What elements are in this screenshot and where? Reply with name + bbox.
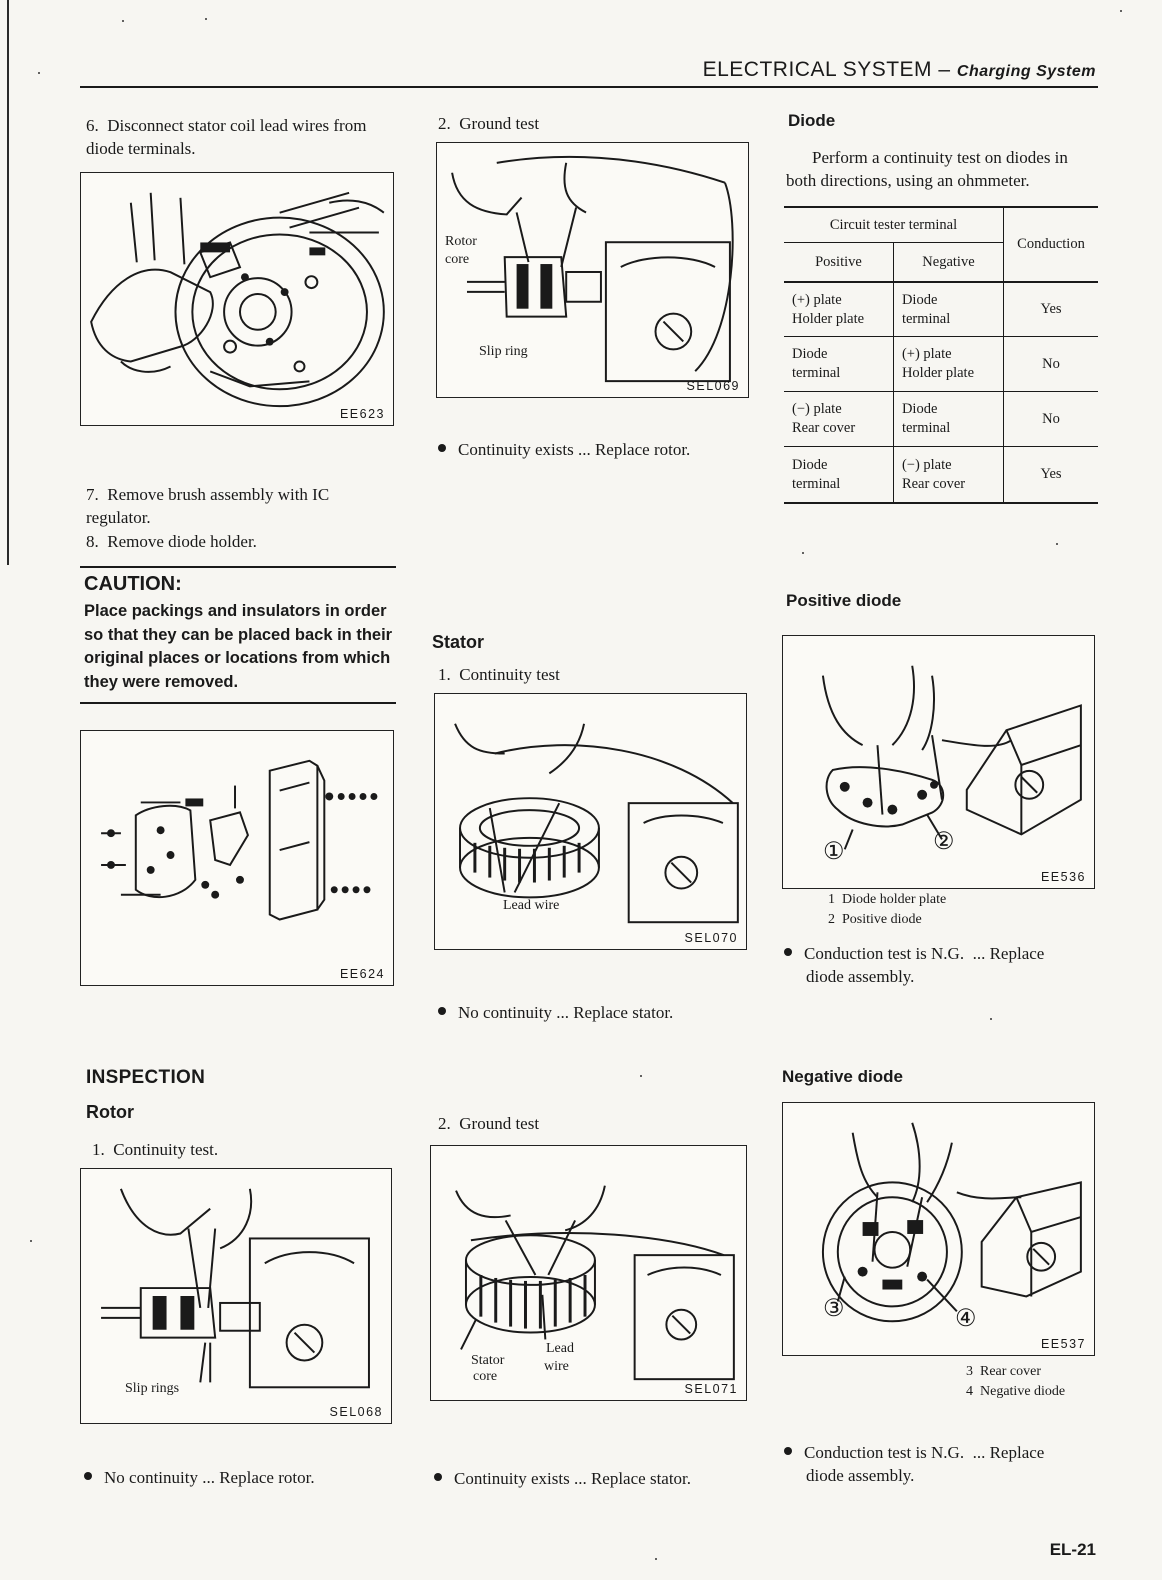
row-negative-1: (−) plate (901, 456, 952, 473)
caution-bottom-rule (80, 702, 396, 704)
table-row (784, 392, 1098, 447)
row-negative-2: terminal (901, 420, 951, 436)
figure-code: SEL070 (684, 931, 738, 945)
bullet-text: Continuity exists ... Replace stator. (454, 1469, 692, 1488)
page-header (703, 58, 1096, 82)
figure-code: SEL068 (329, 1405, 383, 1419)
positive-diode-heading: Positive diode (786, 591, 902, 610)
step-6: 6. Disconnect stator coil lead wires from diode terminals. (86, 116, 367, 158)
row-negative-1: Diode (901, 291, 938, 308)
step-8: 8. Remove diode holder. (86, 532, 257, 551)
label-core: core (445, 252, 470, 267)
callout-3: ③ (823, 1296, 845, 1322)
scan-speck (122, 20, 124, 22)
row-conduction: Yes (1004, 447, 1099, 504)
caution-body: Place packings and insulators in order so that they can be placed back in their original places or locations from which they were removed. (84, 602, 393, 691)
stator-heading: Stator (432, 632, 485, 652)
bullet-text: Conduction test is N.G. ... Replace (804, 944, 1045, 963)
label-slip-ring: Slip ring (479, 344, 528, 359)
table-row (784, 282, 1098, 337)
figure-code: SEL071 (684, 1382, 738, 1396)
table-row (784, 447, 1098, 504)
diode-heading: Diode (788, 111, 836, 130)
scan-speck (640, 1075, 642, 1077)
figure-ee624 (80, 730, 394, 986)
row-negative-2: Holder plate (901, 365, 975, 381)
header-subtitle: Charging System (956, 63, 1096, 80)
row-negative-2: Rear cover (901, 475, 966, 492)
row-conduction: Yes (1004, 282, 1099, 337)
bullet-dot (434, 1473, 442, 1481)
legend-ee537-4: 4 Negative diode (966, 1384, 1066, 1399)
figure-code: EE537 (1040, 1337, 1086, 1351)
row-conduction: No (1004, 392, 1099, 447)
label-lead: Lead (546, 1341, 574, 1356)
callout-2: ② (933, 829, 955, 855)
label-rotor: Rotor (445, 234, 477, 249)
stator-continuity-test-illustration (435, 694, 746, 949)
row-conduction: No (1004, 337, 1099, 392)
label-slip-rings: Slip rings (125, 1381, 180, 1396)
bullet-text: Conduction test is N.G. ... Replace (804, 1443, 1045, 1462)
row-positive-1: Diode (792, 456, 828, 473)
figure-ee536 (782, 635, 1095, 889)
scan-speck (655, 1558, 657, 1560)
row-positive-1: Diode (792, 346, 828, 362)
row-positive-2: terminal (792, 365, 841, 381)
figure-sel069 (436, 142, 749, 398)
binding-line (7, 0, 9, 565)
legend-ee537-3: 3 Rear cover (966, 1364, 1042, 1379)
row-negative-2: terminal (901, 310, 951, 327)
bullet-text: No continuity ... Replace stator. (458, 1003, 674, 1022)
legend-ee536-1: 1 Diode holder plate (828, 892, 947, 907)
scan-speck (205, 18, 207, 20)
figure-sel071 (430, 1145, 747, 1401)
figure-code: EE536 (1040, 870, 1086, 884)
bullet-stator-no-continuity (438, 1001, 673, 1024)
row-negative-1: Diode (901, 401, 938, 417)
diode-conduction-table (784, 206, 1098, 504)
ground-test-heading-1: 2. Ground test (438, 114, 540, 133)
figure-code: EE623 (339, 407, 385, 421)
row-positive-1: (+) plate (792, 291, 842, 308)
bullet-positive-diode-continuation: diode assembly. (806, 967, 915, 986)
bullet-negative-diode-continuation: diode assembly. (806, 1466, 915, 1485)
caution-title: CAUTION: (84, 573, 182, 595)
stator-step-1: 1. Continuity test (438, 665, 560, 684)
scan-speck (30, 1240, 32, 1242)
bullet-dot (438, 444, 446, 452)
figure-code: SEL069 (686, 379, 740, 393)
label-wire: wire (544, 1359, 569, 1374)
bullet-dot (784, 1447, 792, 1455)
rotor-step-1: 1. Continuity test. (92, 1140, 219, 1159)
row-positive-2: terminal (792, 475, 841, 492)
bullet-rotor-continuity-exists (438, 438, 690, 461)
diode-description: Perform a continuity test on diodes in both directions, using an ohmmeter. (786, 148, 1068, 190)
inspection-heading: INSPECTION (86, 1067, 206, 1088)
figure-sel068 (80, 1168, 392, 1424)
row-positive-2: Holder plate (792, 310, 865, 327)
label-lead-wire: Lead wire (503, 898, 560, 913)
figure-code: EE624 (339, 967, 385, 981)
figure-ee537 (782, 1102, 1095, 1356)
scan-speck (802, 552, 804, 554)
row-negative-1: (+) plate (901, 346, 952, 362)
table-col-negative: Negative (893, 243, 1003, 283)
bullet-negative-diode-ng (784, 1441, 1100, 1464)
bullet-positive-diode-ng (784, 942, 1100, 965)
alternator-disassembly-illustration (81, 173, 393, 425)
scan-speck (1120, 10, 1122, 12)
diode-holder-exploded-illustration (81, 731, 393, 985)
row-positive-2: Rear cover (792, 420, 856, 436)
bullet-text: Continuity exists ... Replace rotor. (458, 440, 691, 459)
header-rule (80, 86, 1098, 88)
ground-test-heading-2: 2. Ground test (438, 1114, 540, 1133)
figure-ee623 (80, 172, 394, 426)
callout-4: ④ (955, 1306, 977, 1332)
bullet-dot (784, 948, 792, 956)
label-stator-core: core (473, 1369, 498, 1384)
bullet-text: No continuity ... Replace rotor. (104, 1468, 315, 1487)
bullet-dot (438, 1007, 446, 1015)
table-conduction-header: Conduction (1004, 207, 1099, 282)
scan-speck (990, 1018, 992, 1020)
header-title: ELECTRICAL SYSTEM – (702, 58, 957, 81)
step-7: 7. Remove brush assembly with IC regulator. (86, 485, 330, 527)
bullet-stator-continuity-exists (434, 1467, 691, 1490)
page-number: EL-21 (1049, 1540, 1096, 1559)
negative-diode-heading: Negative diode (782, 1067, 903, 1086)
label-stator: Stator (471, 1353, 505, 1368)
legend-ee536-2: 2 Positive diode (828, 912, 922, 927)
callout-1: ① (823, 839, 845, 865)
bullet-rotor-no-continuity (84, 1466, 315, 1489)
row-positive-1: (−) plate (792, 401, 842, 417)
scan-speck (38, 72, 40, 74)
table-row (784, 337, 1098, 392)
scan-speck (1056, 543, 1058, 545)
caution-top-rule (80, 566, 396, 568)
figure-sel070 (434, 693, 747, 950)
bullet-dot (84, 1472, 92, 1480)
table-group-header: Circuit tester terminal (784, 207, 1004, 243)
rotor-heading: Rotor (86, 1102, 134, 1122)
table-col-positive: Positive (784, 243, 893, 283)
